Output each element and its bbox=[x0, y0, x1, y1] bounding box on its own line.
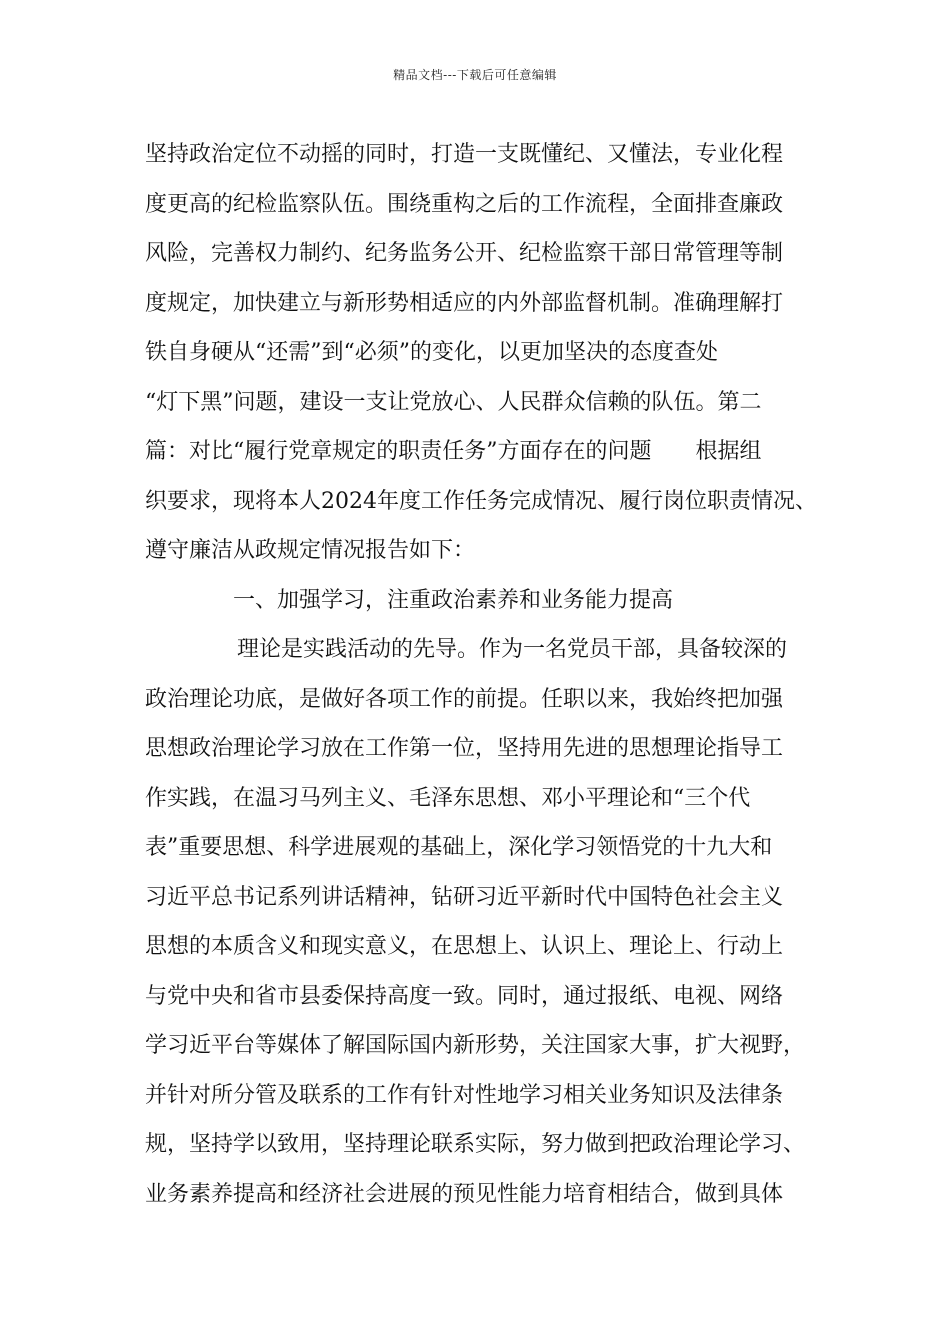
text-line: 风险，完善权力制约、纪务监务公开、纪检监察干部日常管理等制 bbox=[145, 241, 784, 266]
text-line: 思想政治理论学习放在工作第一位，坚持用先进的思想理论指导工 bbox=[145, 736, 784, 761]
text-line: “灯下黑”问题，建设一支让党放心、人民群众信赖的队伍。第二 bbox=[145, 389, 762, 415]
text-line: 篇：对比“履行党章规定的职责任务”方面存在的问题 根据组 bbox=[145, 439, 762, 464]
text-line: 与党中央和省市县委保持高度一致。同时，通过报纸、电视、网络 bbox=[145, 983, 784, 1009]
text-line: 业务素养提高和经济社会进展的预见性能力培育相结合，做到具体 bbox=[145, 1181, 784, 1207]
text-line: 坚持政治定位不动摇的同时，打造一支既懂纪、又懂法，专业化程 bbox=[145, 142, 784, 167]
text-line: 作实践，在温习马列主义、毛泽东思想、邓小平理论和“三个代 bbox=[145, 785, 751, 811]
text-line: 织要求，现将本人2024年度工作任务完成情况、履行岗位职责情况、 bbox=[145, 488, 817, 514]
section-heading: 一、加强学习，注重政治素养和业务能力提高 bbox=[233, 587, 674, 613]
paragraph-first-line: 理论是实践活动的先导。作为一名党员干部，具备较深的 bbox=[237, 637, 788, 662]
text-line: 度规定，加快建立与新形势相适应的内外部监督机制。准确理解打 bbox=[145, 290, 784, 316]
text-line: 政治理论功底，是做好各项工作的前提。任职以来，我始终把加强 bbox=[145, 686, 784, 712]
text-line: 遵守廉洁从政规定情况报告如下： bbox=[145, 538, 476, 563]
text-line: 并针对所分管及联系的工作有针对性地学习相关业务知识及法律条 bbox=[145, 1082, 784, 1108]
text-line: 度更高的纪检监察队伍。围绕重构之后的工作流程，全面排查廉政 bbox=[145, 191, 784, 217]
page-header: 精品文档---下载后可任意编辑 bbox=[393, 68, 557, 82]
text-line: 习近平总书记系列讲话精神，钻研习近平新时代中国特色社会主义 bbox=[145, 884, 784, 910]
text-line: 表”重要思想、科学进展观的基础上，深化学习领悟党的十九大和 bbox=[145, 835, 773, 860]
text-line: 学习近平台等媒体了解国际国内新形势，关注国家大事，扩大视野， bbox=[145, 1033, 806, 1058]
text-line: 规，坚持学以致用，坚持理论联系实际，努力做到把政治理论学习、 bbox=[145, 1132, 806, 1157]
document-body bbox=[145, 130, 825, 1219]
text-line: 思想的本质含义和现实意义，在思想上、认识上、理论上、行动上 bbox=[145, 934, 784, 959]
text-line: 铁自身硬从“还需”到“必须”的变化，以更加坚决的态度查处 bbox=[145, 340, 718, 365]
